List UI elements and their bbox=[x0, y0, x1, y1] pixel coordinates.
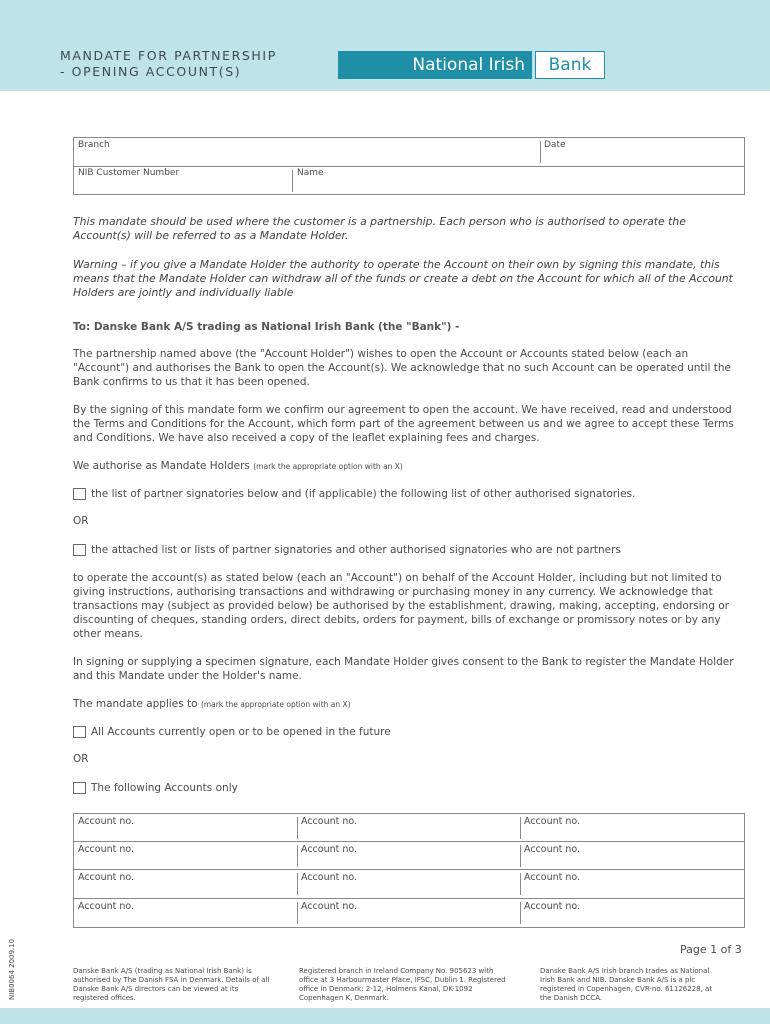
table-col-divider bbox=[520, 902, 521, 924]
option-label: the attached list or lists of partner signatories and other authorised signatories who are not partners bbox=[91, 544, 621, 556]
bank-logo bbox=[338, 51, 605, 79]
checkbox[interactable] bbox=[73, 544, 86, 556]
authorise-line bbox=[73, 459, 745, 474]
branch-field[interactable]: Branch bbox=[78, 140, 110, 150]
page-number: Page 1 of 3 bbox=[680, 943, 742, 956]
authorise-label: We authorise as Mandate Holders bbox=[73, 460, 250, 472]
table-row-divider bbox=[73, 841, 745, 842]
checkbox[interactable] bbox=[73, 488, 86, 500]
date-divider bbox=[540, 141, 541, 163]
table-col-divider bbox=[520, 817, 521, 839]
account-number-field[interactable]: Account no. bbox=[524, 901, 581, 912]
table-row-divider bbox=[73, 869, 745, 870]
addressee-line: To: Danske Bank A/S trading as National Irish Bank (the "Bank") - bbox=[73, 321, 460, 333]
applies-label: The mandate applies to bbox=[73, 698, 198, 710]
paragraph-1: The partnership named above (the "Account Holder") wishes to open the Account or Accounts stated below (each an "Account") and authorises the Bank to open the Account(s). We acknowledge that no such Account can be operated until the Bank confirms to us that it has been opened. bbox=[73, 348, 731, 388]
title-line-2: - OPENING ACCOUNT(S) bbox=[60, 64, 242, 79]
table-row-divider bbox=[73, 898, 745, 899]
applies-line bbox=[73, 697, 745, 712]
checkbox[interactable] bbox=[73, 782, 86, 794]
table-col-divider bbox=[297, 845, 298, 867]
option-label: the list of partner signatories below and (if applicable) the following list of other authorised signatories. bbox=[91, 488, 636, 500]
account-number-field[interactable]: Account no. bbox=[301, 816, 358, 827]
or-label: OR bbox=[73, 515, 89, 527]
table-col-divider bbox=[520, 845, 521, 867]
option-label: All Accounts currently open or to be opened in the future bbox=[91, 726, 391, 738]
customer-number-field[interactable]: NIB Customer Number bbox=[78, 168, 180, 178]
paragraph-4: In signing or supplying a specimen signature, each Mandate Holder gives consent to the Bank to register the Mandate Holder and this Mandate under the Holder's name. bbox=[73, 656, 734, 682]
title-line-1: MANDATE FOR PARTNERSHIP bbox=[60, 48, 277, 63]
warning-note: Warning – if you give a Mandate Holder the authority to operate the Account on their own by signing this mandate, this means that the Mandate Holder can withdraw all of the funds or create a debt on the Account for which all of the Account Holders are jointly and individually liable bbox=[73, 258, 733, 299]
checkbox[interactable] bbox=[73, 726, 86, 738]
account-number-field[interactable]: Account no. bbox=[301, 872, 358, 883]
option-following-accounts[interactable] bbox=[73, 781, 238, 795]
applies-hint: (mark the appropriate option with an X) bbox=[200, 700, 351, 709]
account-number-field[interactable]: Account no. bbox=[301, 844, 358, 855]
page-title bbox=[60, 48, 277, 80]
logo-bank-text: Bank bbox=[535, 51, 605, 79]
account-number-field[interactable]: Account no. bbox=[78, 844, 135, 855]
option-label: The following Accounts only bbox=[91, 782, 238, 794]
footer-band bbox=[0, 1008, 770, 1024]
footer-legal-1: Danske Bank A/S (trading as National Irish Bank) is authorised by The Danish FSA in Denmark. Details of all Danske Bank A/S directors can be viewed at its registered offices. bbox=[73, 967, 270, 1002]
account-number-field[interactable]: Account no. bbox=[78, 872, 135, 883]
account-number-field[interactable]: Account no. bbox=[524, 816, 581, 827]
option-partner-list[interactable] bbox=[73, 487, 635, 501]
option-all-accounts[interactable] bbox=[73, 725, 391, 739]
table-col-divider bbox=[297, 873, 298, 895]
accounts-table bbox=[73, 813, 745, 928]
paragraph-2: By the signing of this mandate form we confirm our agreement to open the account. We have received, read and understood the Terms and Conditions for the Account, which form part of the agreement between us and we agree to accept these Terms and Conditions. We have also received a copy of the leaflet explaining fees and charges. bbox=[73, 404, 734, 444]
table-col-divider bbox=[297, 902, 298, 924]
footer-legal-3: Danske Bank A/S Irish branch trades as National Irish Bank and NIB. Danske Bank A/S is a plc registered in Copenhagen, CVR-no. 61126228, at the Danish DCCA. bbox=[540, 967, 713, 1002]
usage-note: This mandate should be used where the customer is a partnership. Each person who is authorised to operate the Account(s) will be referred to as a Mandate Holder. bbox=[73, 215, 686, 242]
footer-legal-2: Registered branch in Ireland Company No. 905623 with office at 3 Harbourmaster Place, IFSC, Dublin 1. Registered office in Denmark: 2-12, Holmens Kanal, DK-1092 Copenhagen K, Denmark. bbox=[299, 967, 506, 1002]
form-code: NIB0064 2009.10 bbox=[8, 938, 16, 1000]
form-divider bbox=[73, 166, 745, 167]
account-number-field[interactable]: Account no. bbox=[78, 816, 135, 827]
logo-main-text: National Irish bbox=[338, 51, 532, 79]
account-number-field[interactable]: Account no. bbox=[524, 844, 581, 855]
name-field[interactable]: Name bbox=[297, 168, 324, 178]
table-col-divider bbox=[520, 873, 521, 895]
name-divider bbox=[292, 170, 293, 192]
or-label: OR bbox=[73, 753, 89, 765]
account-number-field[interactable]: Account no. bbox=[78, 901, 135, 912]
table-col-divider bbox=[297, 817, 298, 839]
authorise-hint: (mark the appropriate option with an X) bbox=[253, 462, 403, 471]
option-attached-list[interactable] bbox=[73, 543, 621, 557]
account-number-field[interactable]: Account no. bbox=[524, 872, 581, 883]
account-number-field[interactable]: Account no. bbox=[301, 901, 358, 912]
date-field[interactable]: Date bbox=[544, 140, 566, 150]
paragraph-3: to operate the account(s) as stated below (each an "Account") on behalf of the Account Holder, including but not limited to giving instructions, authorising transactions and withdrawing or purchasing money in any currency. We acknowledge that transactions may (subject as provided below) be authorised by the establishment, drawing, making, accepting, endorsing or discounting of cheques, standing orders, direct debits, orders for payment, bills of exchange or promissory notes or by any other means. bbox=[73, 572, 729, 640]
